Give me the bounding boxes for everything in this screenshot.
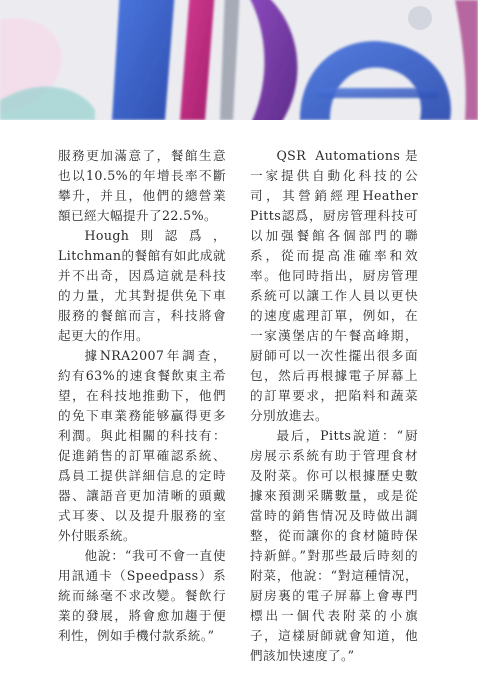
left-paragraph-3: 據NRA2007年調查，約有63%的速食餐飲東主希望，在科技地推動下，他們的免下車業務能够贏得更多利潤。與此相關的科技有：促進銷售的訂單確認系統、爲員工提供詳細信息的定時器、讓語音更加清晰的頭戴式耳麥、以及提升服務的室外付賬系統。 [58,348,226,543]
hero-photo [0,0,478,120]
left-column [58,146,226,646]
left-paragraph-2: Hough則認爲，Litchman的餐館有如此成就并不出奇，因爲這就是科技的力量，尤其對提供免下車服務的餐館而言，科技將會起更大的作用。 [58,228,226,343]
right-paragraph-1: QSR Automations是一家提供自動化科技的公司，其營銷經理Heather Pitts認爲，厨房管理科技可以加强餐館各個部門的聯系，從而提高准確率和效率。他同時指出，厨房管理系統可以讓工作人員以更快的速度處理訂單，例如，在一家漢堡店的午餐高峰期，厨師可以一次性擺出很多面包，然后再根據電子屏幕上的訂單要求，把陷料和蔬菜分別放進去。 [250,148,418,423]
left-paragraph-4: 他說：“我可不會一直使用訊通卡（Speedpass）系統而絲毫不求改變。餐飲行業的發展，將會愈加趨于便利性，例如手機付款系統。” [58,548,226,643]
left-paragraph-1: 服務更加滿意了，餐館生意也以10.5%的年增長率不斷攀升，并且，他們的總營業額已經大幅提升了22.5%。 [58,148,226,223]
hero-graphic [0,0,478,120]
right-column [250,146,418,666]
right-paragraph-2: 最后，Pitts說道：“厨房展示系統有助于管理食材及附菜。你可以根據歷史數據來預測采購數量，或是從當時的銷售情况及時做出調整，從而讓你的食材隨時保持新鮮。”對那些最后時刻的附菜，他說：“對這種情况，厨房裏的電子屏幕上會專門標出一個代表附菜的小旗子，這樣厨師就會知道，他們該加快速度了。” [250,428,418,663]
